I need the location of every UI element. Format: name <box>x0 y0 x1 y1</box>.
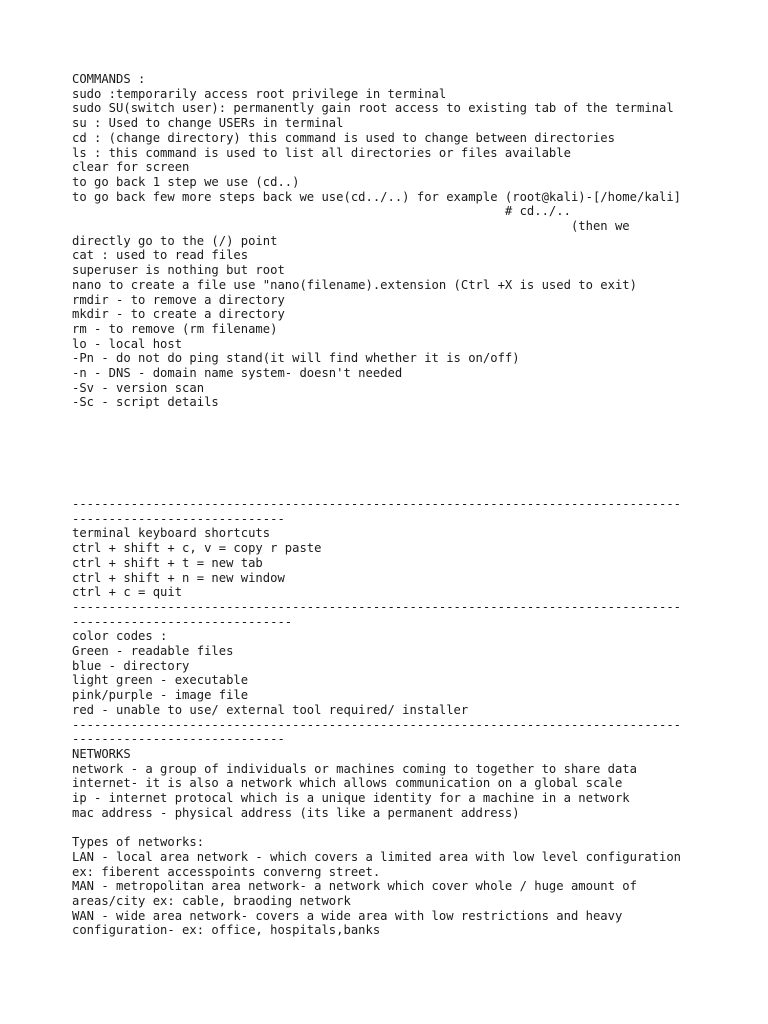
commands-line: sudo SU(switch user): permanently gain root access to existing tab of the terminal <box>72 101 674 116</box>
commands-line: to go back 1 step we use (cd..) <box>72 174 300 189</box>
commands-line: sudo :temporarily access root privilege in terminal <box>72 86 447 101</box>
notes-line: LAN - local area network - which covers a limited area with low level configuration <box>72 849 682 864</box>
notes-line: internet- it is also a network which allows communication on a global scale <box>72 776 623 791</box>
notes-line: ----------------------------------------------------------------------------------- <box>72 497 682 511</box>
commands-line: mkdir - to create a directory <box>72 307 285 322</box>
notes-line: Types of networks: <box>72 835 205 850</box>
commands-line: to go back few more steps back we use(cd../..) for example (root@kali)-[/home/kali] <box>72 189 682 204</box>
notes-line: mac address - physical address (its like a permanent address) <box>72 805 520 820</box>
commands-section <box>72 72 681 410</box>
notes-line: ----------------------------- <box>72 732 285 747</box>
notes-line: ctrl + c = quit <box>72 585 183 600</box>
commands-line: su : Used to change USERs in terminal <box>72 116 344 131</box>
notes-line: blue - directory <box>72 658 190 673</box>
notes-line: areas/city ex: cable, braoding network <box>72 893 351 908</box>
commands-line: ls : this command is used to list all directories or files available <box>72 145 571 160</box>
commands-line: -Sv - version scan <box>72 380 205 395</box>
notes-line: ----------------------------------------------------------------------------------- <box>72 717 682 732</box>
commands-line: rmdir - to remove a directory <box>72 292 285 307</box>
commands-line: rm - to remove (rm filename) <box>72 321 278 336</box>
notes-line: ----------------------------- <box>72 511 285 526</box>
notes-line: ctrl + shift + t = new tab <box>72 555 263 570</box>
notes-line: terminal keyboard shortcuts <box>72 526 271 541</box>
notes-line: network - a group of individuals or machines coming to together to share data <box>72 761 637 776</box>
notes-line: red - unable to use/ external tool required/ installer <box>72 702 469 717</box>
commands-line: -n - DNS - domain name system- doesn't needed <box>72 366 403 381</box>
notes-line: ip - internet protocal which is a unique identity for a machine in a network <box>72 791 630 806</box>
commands-line: # cd../.. <box>72 204 571 219</box>
notes-line: MAN - metropolitan area network- a network which cover whole / huge amount of <box>72 879 637 894</box>
notes-line: color codes : <box>72 629 168 644</box>
commands-line: cd : (change directory) this command is used to change between directories <box>72 130 615 145</box>
commands-line: clear for screen <box>72 160 190 175</box>
commands-line: -Sc - script details <box>72 395 219 410</box>
notes-line: NETWORKS <box>72 746 131 761</box>
notes-line: configuration- ex: office, hospitals,banks <box>72 923 381 938</box>
notes-line: ------------------------------ <box>72 614 293 629</box>
commands-line: -Pn - do not do ping stand(it will find whether it is on/off) <box>72 351 520 366</box>
commands-line: (then we <box>72 219 630 234</box>
commands-line: cat : used to read files <box>72 248 249 263</box>
notes-section <box>72 497 681 938</box>
commands-line: superuser is nothing but root <box>72 263 285 278</box>
commands-line: lo - local host <box>72 336 183 351</box>
notes-line: light green - executable <box>72 673 249 688</box>
notes-line: WAN - wide area network- covers a wide area with low restrictions and heavy <box>72 908 623 923</box>
notes-line: ex: fiberent accesspoints converng street. <box>72 864 381 879</box>
notes-line: Green - readable files <box>72 644 234 659</box>
commands-line: nano to create a file use "nano(filename).extension (Ctrl +X is used to exit) <box>72 277 637 292</box>
notes-line: ctrl + shift + c, v = copy r paste <box>72 541 322 556</box>
notes-line: ctrl + shift + n = new window <box>72 570 285 585</box>
commands-line: directly go to the (/) point <box>72 233 278 248</box>
notes-line: pink/purple - image file <box>72 688 249 703</box>
notes-line: ----------------------------------------------------------------------------------- <box>72 599 682 614</box>
commands-line: COMMANDS : <box>72 72 146 86</box>
